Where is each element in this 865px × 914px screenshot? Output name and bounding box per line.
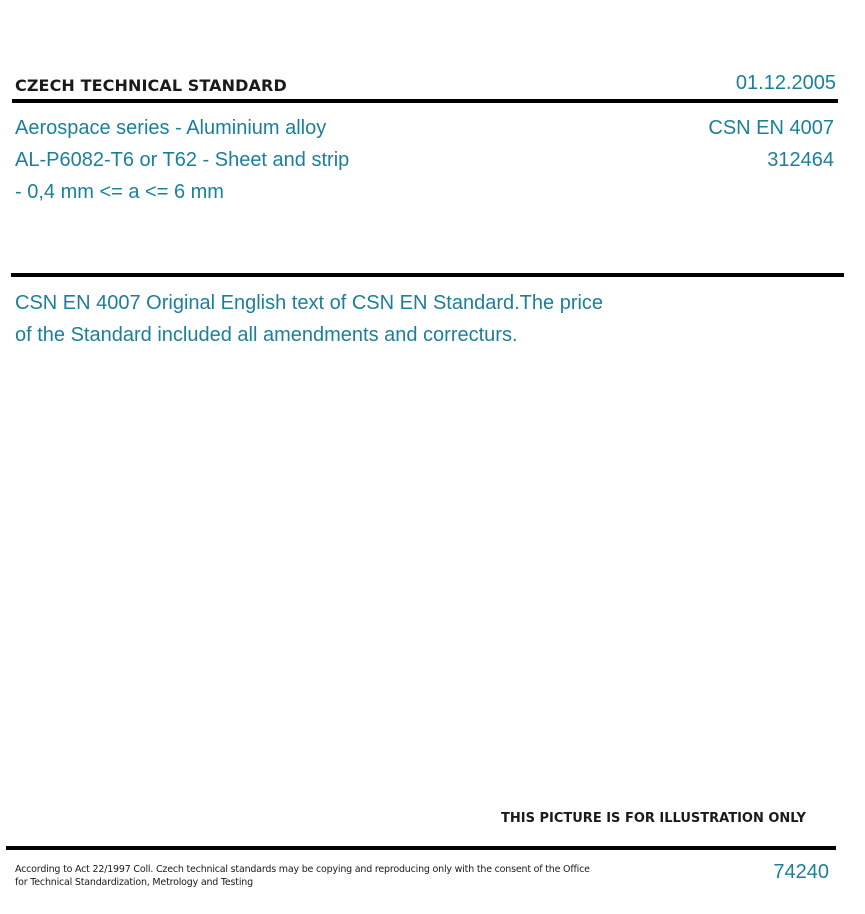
issue-date: 01.12.2005 — [735, 72, 836, 94]
illustration-note: THIS PICTURE IS FOR ILLUSTRATION ONLY — [501, 811, 806, 826]
document-id: 74240 — [773, 861, 829, 883]
description-line-2: of the Standard included all amendments and correcturs. — [15, 324, 518, 346]
description-line-1: CSN EN 4007 Original English text of CSN EN Standard.The price — [15, 292, 604, 314]
document-type-heading: CZECH TECHNICAL STANDARD — [15, 76, 287, 95]
standard-title-line-2: AL-P6082-T6 or T62 - Sheet and strip — [15, 149, 350, 171]
legal-notice-line-1: According to Act 22/1997 Coll. Czech technical standards may be copying and reproducing only with the consent of the Office — [15, 864, 590, 875]
legal-notice-line-2: for Technical Standardization, Metrology and Testing — [15, 877, 253, 888]
standard-code: CSN EN 4007 — [708, 117, 834, 139]
header-divider — [12, 99, 838, 103]
standard-title-line-1: Aerospace series - Aluminium alloy — [15, 117, 327, 139]
footer-divider — [6, 846, 836, 850]
standard-title-line-3: - 0,4 mm <= a <= 6 mm — [15, 181, 224, 203]
section-divider — [11, 273, 844, 277]
catalog-number: 312464 — [767, 149, 834, 171]
